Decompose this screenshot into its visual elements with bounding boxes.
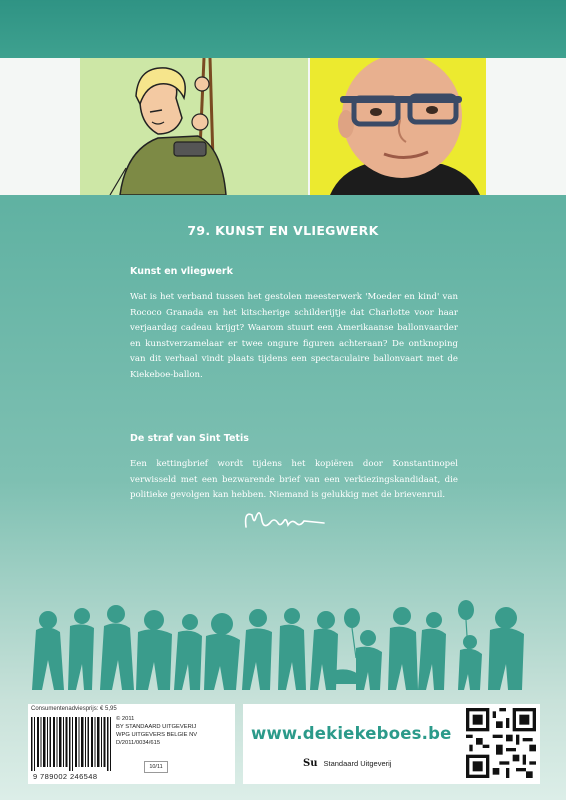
price-label: Consumentenadviesprijs: € 5,95 xyxy=(31,706,117,712)
top-band xyxy=(0,0,566,58)
copyright-line: D/2011/0034/615 xyxy=(116,740,161,746)
book-title: 79. KUNST EN VLIEGWERK xyxy=(187,223,379,238)
comic-panel-illustration xyxy=(80,58,308,195)
author-photo xyxy=(310,58,486,195)
story-heading: Kunst en vliegwerk xyxy=(130,266,233,277)
publisher-logo: Su xyxy=(303,758,318,769)
author-signature xyxy=(240,505,330,541)
publisher-name: Standaard Uitgeverij xyxy=(323,759,392,768)
copyright-line: WPG UITGEVERS BELGIE NV xyxy=(116,732,198,738)
character-silhouettes xyxy=(30,598,530,694)
publisher xyxy=(303,758,391,769)
isbn-number: 9 789002 246548 xyxy=(33,772,98,781)
story-heading: De straf van Sint Tetis xyxy=(130,433,249,444)
website-link[interactable]: www.dekiekeboes.be xyxy=(251,724,452,743)
copyright-line: BY STANDAARD UITGEVERIJ xyxy=(116,724,197,730)
edition-code: 10/11 xyxy=(144,761,168,773)
copyright-block xyxy=(116,715,197,747)
story-description: Wat is het verband tussen het gestolen meesterwerk 'Moeder en kind' van Rococo Granada en het kitscherige schilderijtje dat Charlotte voor haar verjaardag cadeau krijgt? Waarom stuurt een Amerikaanse ballonvaarder en kunstverzamelaar er twee ongure figuren achteraan? De ontknoping van dit verhaal vindt plaats tijdens een spectaculaire ballonvaart met de Kiekeboe-ballon. xyxy=(130,292,458,380)
copyright-line: © 2011 xyxy=(116,716,135,722)
barcode-panel xyxy=(28,704,235,784)
barcode-image xyxy=(31,717,113,771)
qr-code-icon xyxy=(466,708,536,778)
website-panel xyxy=(243,704,540,784)
story-description: Een kettingbrief wordt tijdens het kopiëren door Konstantinopel verwisseld met een bezwarende brief van een verkiezingskandidaat, die politieke gevolgen kan hebben. Niemand is gelukkig met de brievenruil. xyxy=(130,459,458,500)
